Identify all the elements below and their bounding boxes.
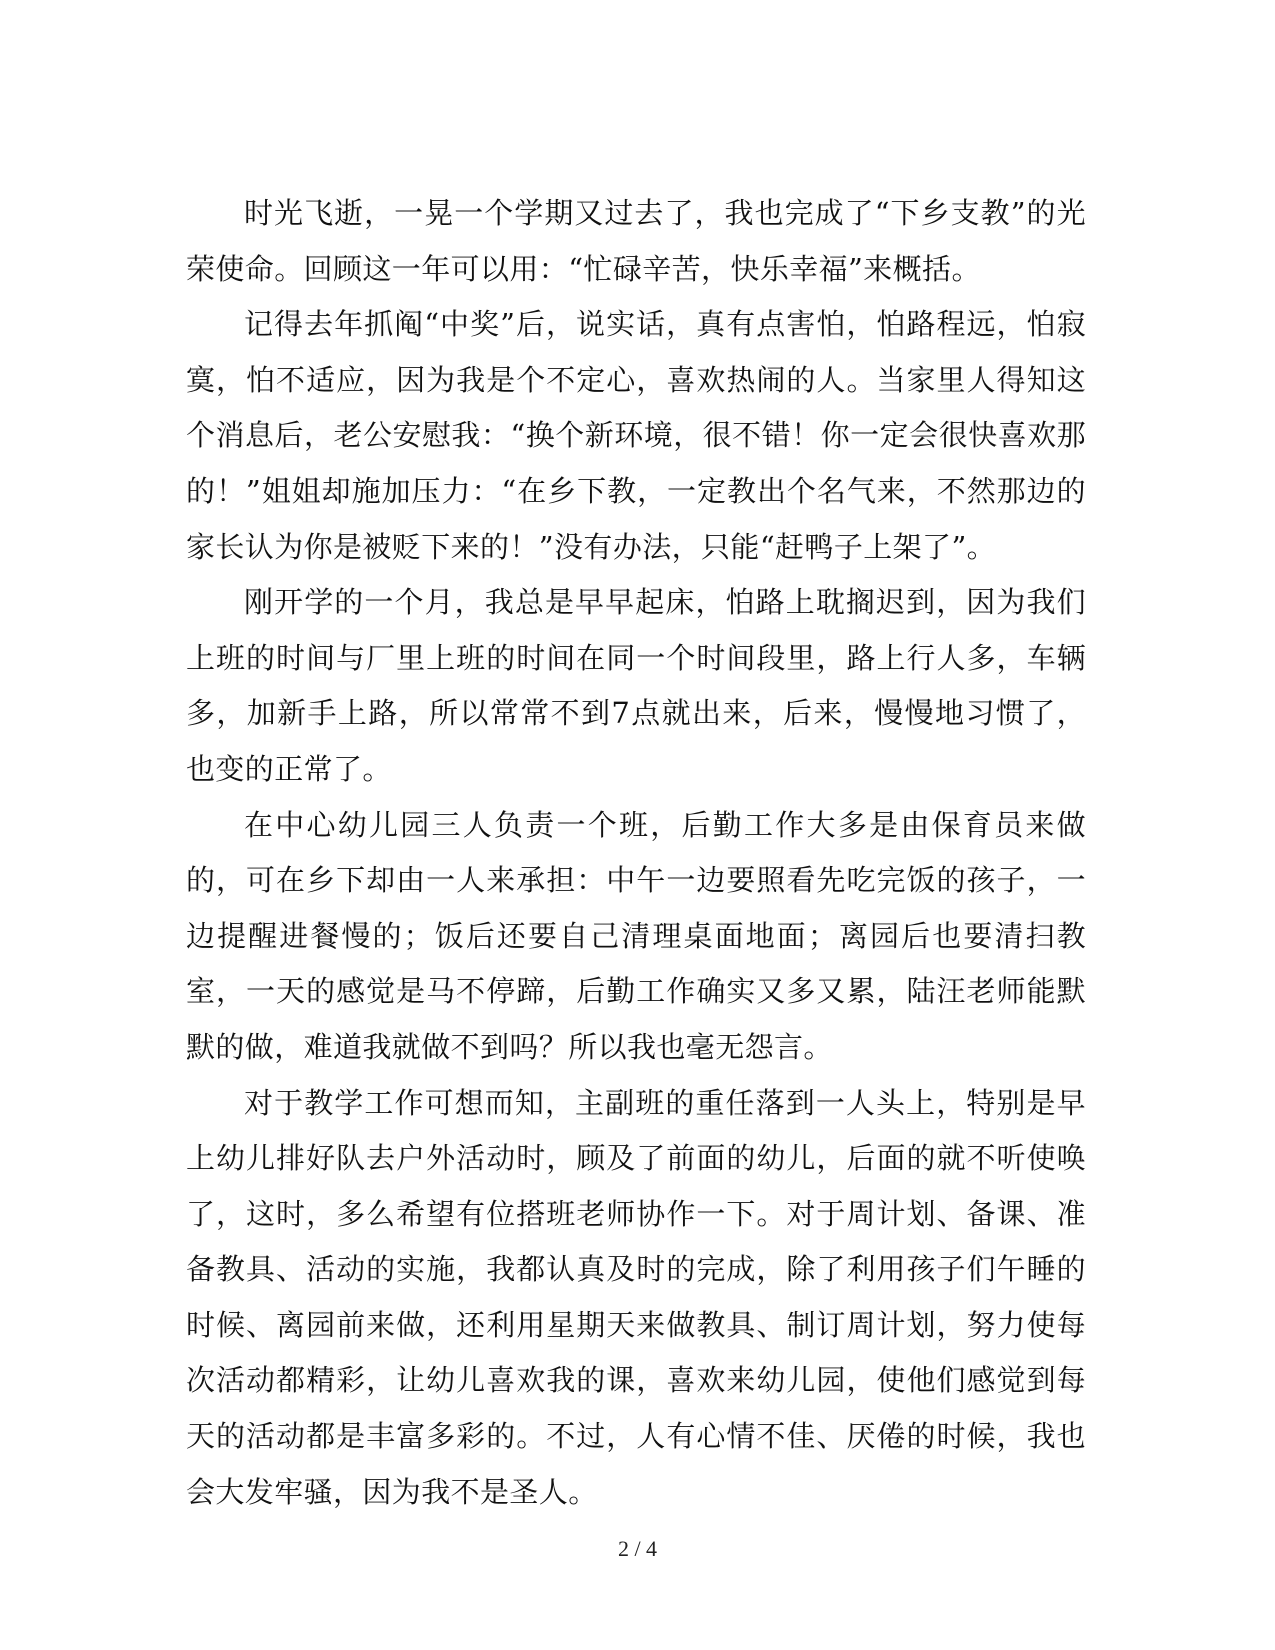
paragraph-5: 对于教学工作可想而知，主副班的重任落到一人头上，特别是早上幼儿排好队去户外活动时，顾及了前面的幼儿，后面的就不听使唤了，这时，多么希望有位搭班老师协作一下。对于周计划、备课、准备教具、活动的实施，我都认真及时的完成，除了利用孩子们午睡的时候、离园前来做，还利用星期天来做教具、制订周计划，努力使每次活动都精彩，让幼儿喜欢我的课，喜欢来幼儿园，使他们感觉到每天的活动都是丰富多彩的。不过，人有心情不佳、厌倦的时候，我也会大发牢骚，因为我不是圣人。	[186, 1085, 1086, 1509]
document-body	[186, 186, 1086, 1520]
paragraph-2: 记得去年抓阄“中奖”后，说实话，真有点害怕，怕路程远，怕寂寞，怕不适应，因为我是个不定心，喜欢热闹的人。当家里人得知这个消息后，老公安慰我：“换个新环境，很不错！你一定会很快喜欢那的！”姐姐却施加压力：“在乡下教，一定教出个名气来，不然那边的家长认为你是被贬下来的！”没有办法，只能“赶鸭子上架了”。	[186, 307, 1086, 564]
paragraph-4: 在中心幼儿园三人负责一个班，后勤工作大多是由保育员来做的，可在乡下却由一人来承担：中午一边要照看先吃完饭的孩子，一边提醒进餐慢的；饭后还要自己清理桌面地面；离园后也要清扫教室，一天的感觉是马不停蹄，后勤工作确实又多又累，陆汪老师能默默的做，难道我就做不到吗？所以我也毫无怨言。	[186, 807, 1086, 1064]
paragraph-1: 时光飞逝，一晃一个学期又过去了，我也完成了“下乡支教”的光荣使命。回顾这一年可以用：“忙碌辛苦，快乐幸福”来概括。	[186, 196, 1086, 286]
paragraph-3: 刚开学的一个月，我总是早早起床，怕路上耽搁迟到，因为我们上班的时间与厂里上班的时间在同一个时间段里，路上行人多，车辆多，加新手上路，所以常常不到7点就出来，后来，慢慢地习惯了，也变的正常了。	[186, 585, 1086, 786]
page-number: 2 / 4	[617, 1536, 658, 1561]
